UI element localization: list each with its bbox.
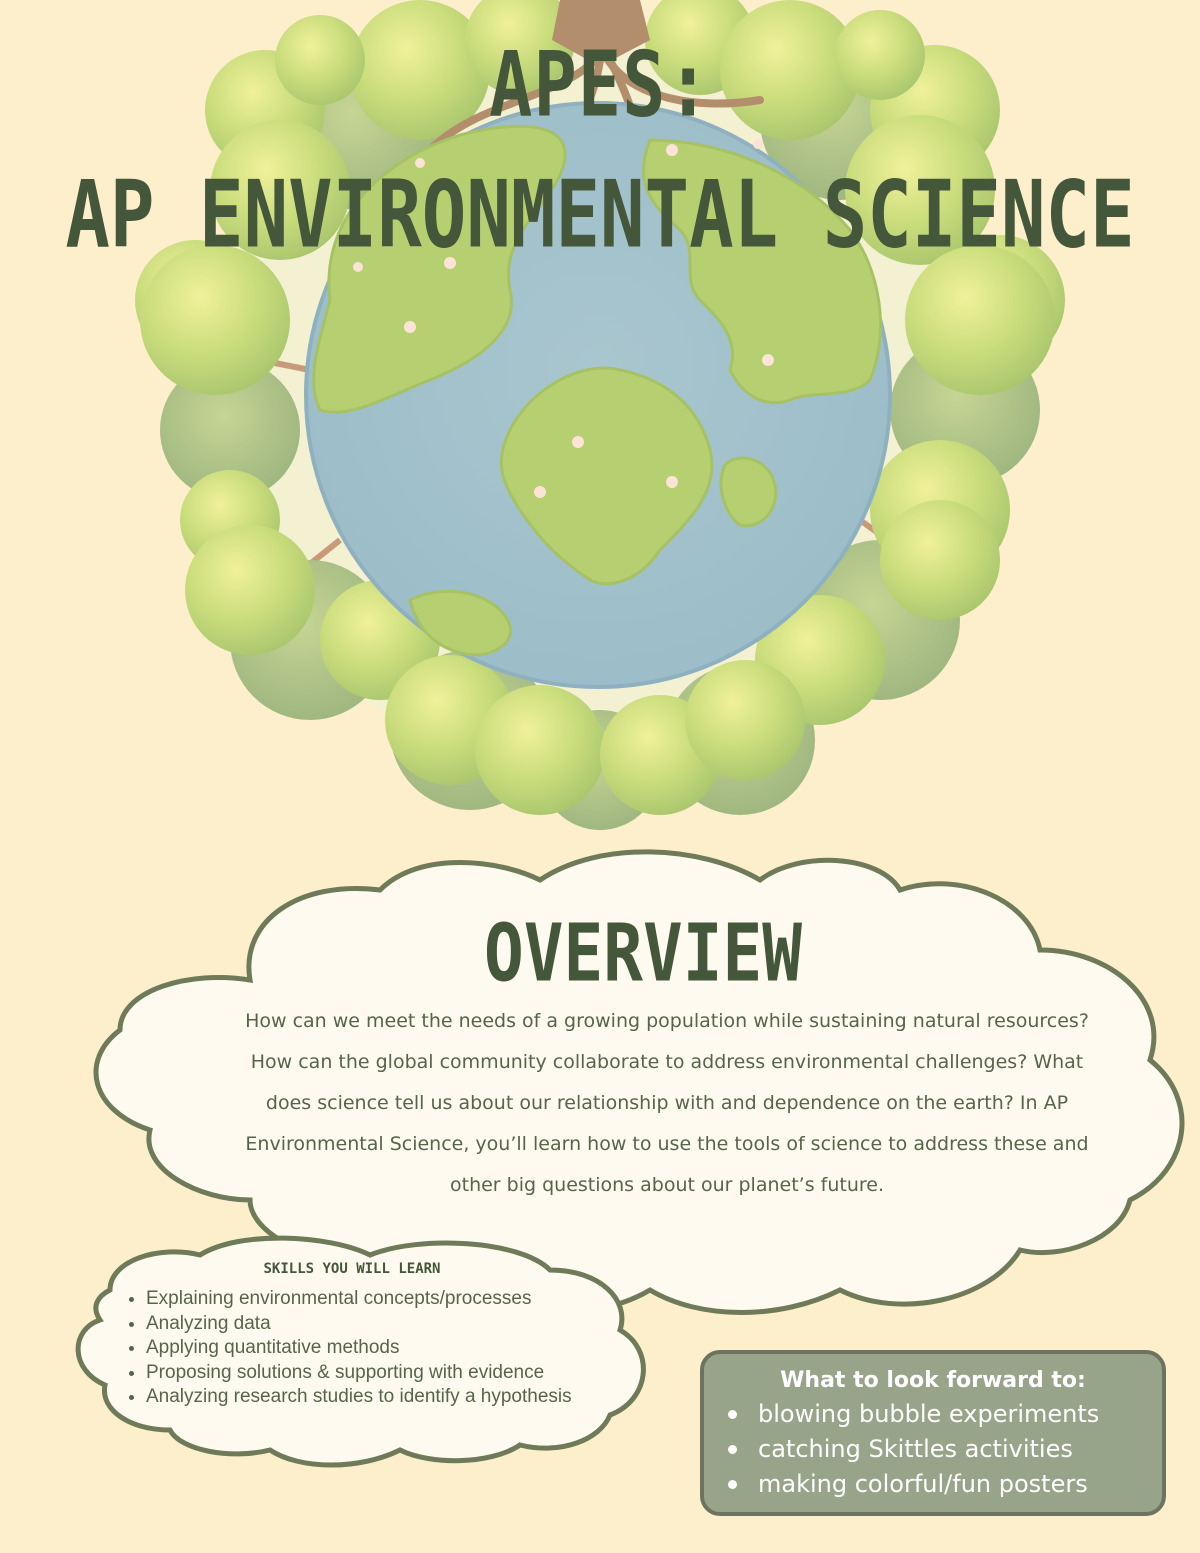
- list-item-label: catching Skittles activities: [758, 1435, 1073, 1463]
- bullet-dot-icon: [728, 1480, 737, 1489]
- page-title: APES:: [489, 31, 711, 137]
- overview-heading: OVERVIEW: [484, 907, 802, 1000]
- list-item-label: making colorful/fun posters: [758, 1470, 1088, 1498]
- bullet-dot-icon: [728, 1410, 737, 1419]
- list-item: [726, 1432, 1162, 1467]
- list-item: [726, 1467, 1162, 1502]
- list-item: • Applying quantitative methods: [146, 1336, 616, 1361]
- overview-body: How can we meet the needs of a growing population while sustaining natural resources? How can the global community collaborate to address environmental challenges? What does science tell us about our relationship with and dependence on the earth? In AP Environmental Science, you’ll learn how to use the tools of science to address these and other big questions about our planet’s future.: [245, 1010, 1089, 1196]
- list-item: [726, 1397, 1162, 1432]
- list-item: • Analyzing data: [146, 1312, 616, 1337]
- list-item: • Analyzing research studies to identify a hypothesis: [146, 1385, 616, 1410]
- page-subtitle: AP ENVIRONMENTAL SCIENCE: [65, 161, 1135, 269]
- skills-heading: SKILLS YOU WILL LEARN: [263, 1261, 441, 1277]
- look-forward-list: [704, 1397, 1162, 1502]
- look-forward-box: [700, 1350, 1166, 1516]
- skills-list: [118, 1287, 616, 1410]
- bullet-dot-icon: [728, 1445, 737, 1454]
- list-item: • Explaining environmental concepts/processes: [146, 1287, 616, 1312]
- list-item: • Proposing solutions & supporting with evidence: [146, 1361, 616, 1386]
- list-item-label: blowing bubble experiments: [758, 1400, 1100, 1428]
- look-forward-heading: What to look forward to:: [780, 1368, 1086, 1393]
